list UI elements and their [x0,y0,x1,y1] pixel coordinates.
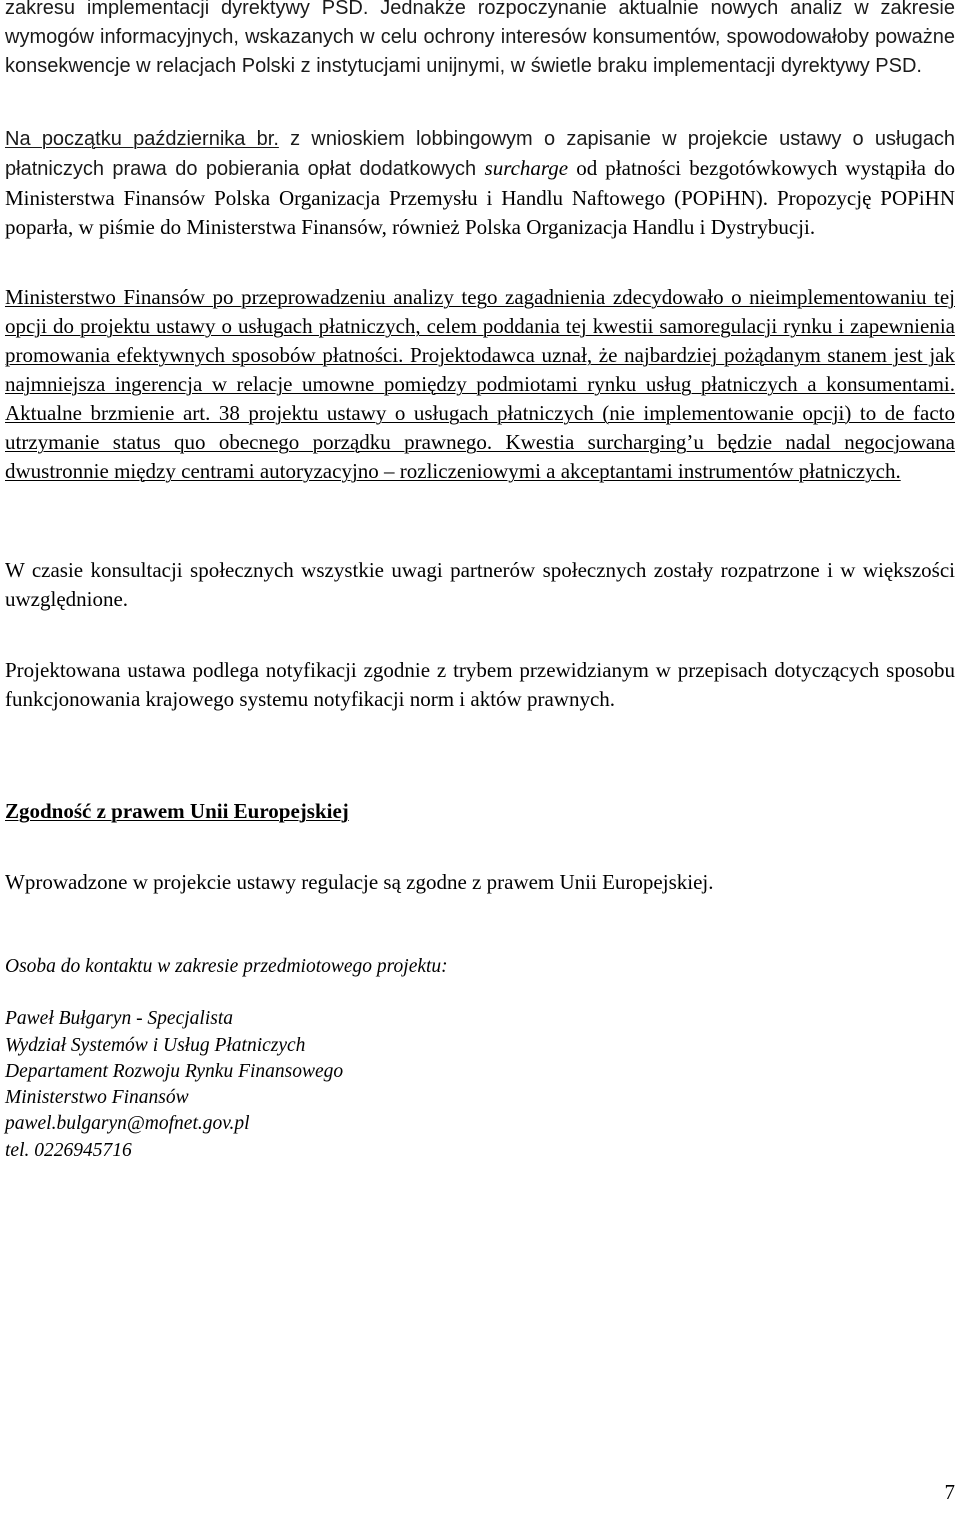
paragraph-ministry-decision: Ministerstwo Finansów po przeprowadzeniu analizy tego zagadnienia zdecydowało o nieimplementowaniu tej opcji do projektu ustawy o usługach płatniczych, celem poddania tej kwestii samoregulacji rynku i zapewnienia promowania efektywnych sposobów płatności. Projektodawca uznał, że najbardziej pożądanym stanem jest jak najmniejsza ingerencja w relacje umowne pomiędzy podmiotami rynku usług płatniczych a konsumentami. Aktualne brzmienie art. 38 projektu ustawy o usługach płatniczych (nie implementowanie opcji) to de facto utrzymanie status quo obecnego porządku prawnego. Kwestia surcharging’u będzie nadal negocjowana dwustronnie między centrami autoryzacyjno – rozliczeniowymi a akceptantami instrumentów płatniczych. [5,285,955,483]
contact-lead: Osoba do kontaktu w zakresie przedmiotowego projektu: [5,956,448,977]
contact-name: Paweł Bułgaryn - Specjalista [5,1008,234,1030]
paragraph-lobbying-request [5,124,955,242]
paragraph-lobbying-text: z wnioskiem lobbingowym o zapisanie w projekcie ustawy o usługach płatniczych prawa do pobierania opłat dodatkowych [5,128,955,180]
page-number: 7 [944,1480,955,1504]
paragraph-eu-compliance: Wprowadzone w projekcie ustawy regulacje są zgodne z prawem Unii Europejskiej. [5,870,714,894]
contact-phone: tel. 0226945716 [5,1139,132,1161]
contact-ministry: Ministerstwo Finansów [5,1087,189,1109]
paragraph-consultations: W czasie konsultacji społecznych wszystkie uwagi partnerów społecznych zostały rozpatrzone i w większości uwzględnione. [5,558,955,611]
contact-division: Wydział Systemów i Usług Płatniczych [5,1034,306,1056]
section-heading-eu-compliance: Zgodność z prawem Unii Europejskiej [5,799,349,823]
paragraph-lobbying-text-end: od płatności bezgotówkowych wystąpiła do Ministerstwa Finansów Polska Organizacja Przemysłu i Handlu Naftowego (POPiHN). Propozycję POPiHN poparła, w piśmie do Ministerstwa Finansów, również Polska Organizacja Handlu i Dystrybucji. [5,156,955,239]
paragraph-lobbying-date: Na początku października br. [5,128,279,150]
paragraph-notification: Projektowana ustawa podlega notyfikacji zgodnie z trybem przewidzianym w przepisach dotyczących sposobu funkcjonowania krajowego systemu notyfikacji norm i aktów prawnych. [5,658,955,711]
contact-block [5,954,448,1164]
contact-department: Departament Rozwoju Rynku Finansowego [5,1060,344,1082]
surcharge-term: surcharge [484,156,569,180]
contact-email: pawel.bulgaryn@mofnet.gov.pl [5,1113,250,1135]
paragraph-psd-implementation: zakresu implementacji dyrektywy PSD. Jednakże rozpoczynanie aktualnie nowych analiz w zakresie wymogów informacyjnych, wskazanych w celu ochrony interesów konsumentów, spowodowałoby poważne konsekwencje w relacjach Polski z instytucjami unijnymi, w świetle braku implementacji dyrektywy PSD. [5,0,955,77]
